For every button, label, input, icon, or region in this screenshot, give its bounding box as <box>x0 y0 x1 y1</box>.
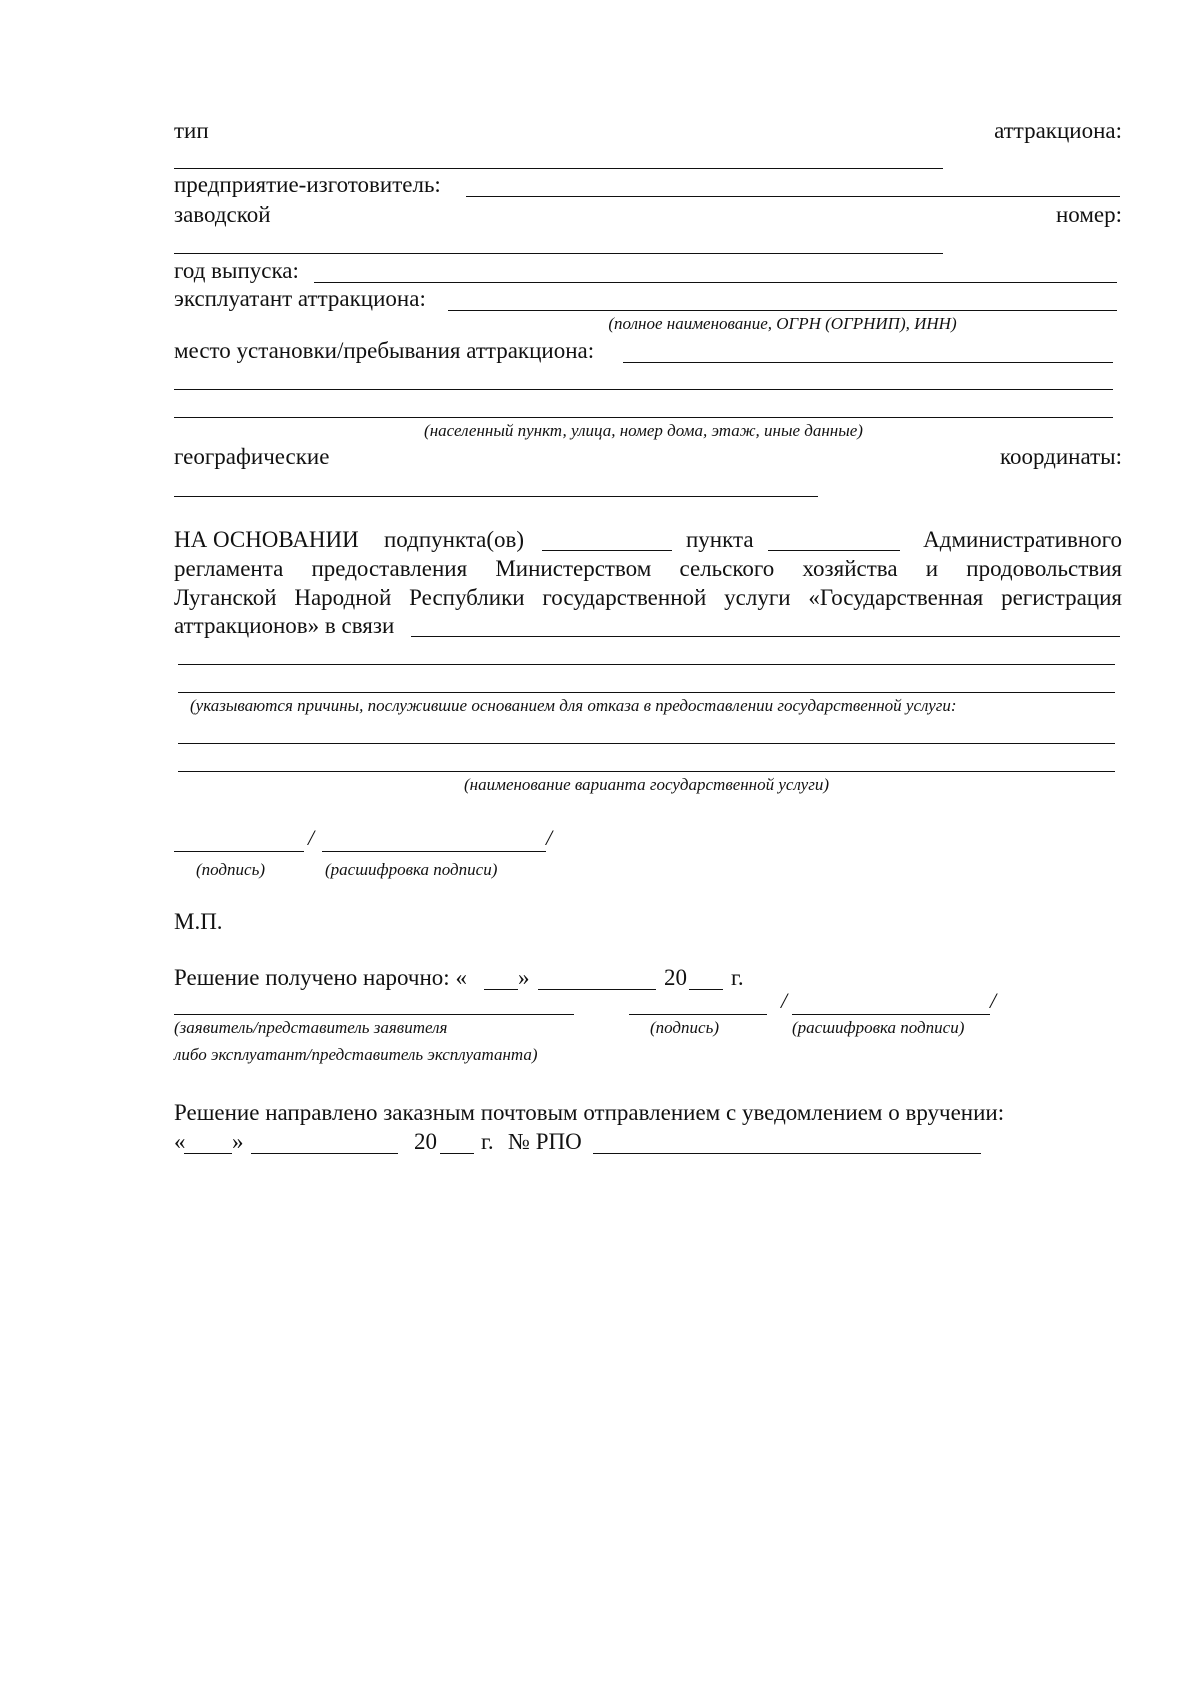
reason-input-line-4[interactable] <box>178 743 1115 744</box>
applicant-line[interactable] <box>174 1014 574 1015</box>
variant-note: (наименование варианта государственной услуги) <box>464 775 829 794</box>
applicant-decryption-line[interactable] <box>792 1014 990 1015</box>
separator-slash: / <box>781 988 788 1013</box>
location-label: место установки/пребывания аттракциона: <box>174 338 595 363</box>
basis-line-2: регламента предоставления Министерством сельского хозяйства и продовольствия <box>174 556 1122 581</box>
official-decryption-note: (расшифровка подписи) <box>325 860 498 879</box>
reason-input-line-2[interactable] <box>178 664 1115 665</box>
basis-line-4: аттракционов» в связи <box>174 613 395 638</box>
geo-input-line[interactable] <box>174 496 818 497</box>
reasons-note: (указываются причины, послужившие основанием для отказа в предоставлении государственной услуги: <box>190 696 957 715</box>
operator-input-line[interactable] <box>448 310 1117 311</box>
applicant-note-2: либо эксплуатант/представитель эксплуатанта) <box>174 1045 538 1064</box>
sent-quote-close: » <box>232 1129 244 1154</box>
location-note: (населенный пункт, улица, номер дома, этаж, иные данные) <box>424 421 863 440</box>
sent-year-line[interactable] <box>440 1153 474 1154</box>
variant-input-line[interactable] <box>178 771 1115 772</box>
basis-word-2: подпункта(ов) <box>384 527 525 552</box>
stamp-label: М.П. <box>174 909 223 934</box>
type-input-line[interactable] <box>174 168 943 169</box>
geo-label-right: координаты: <box>999 444 1122 469</box>
location-input-line-2[interactable] <box>174 389 1113 390</box>
geo-label: географические <box>174 444 330 469</box>
sent-day-line[interactable] <box>184 1153 232 1154</box>
point-input-line[interactable] <box>768 550 900 551</box>
location-input-line-3[interactable] <box>174 417 1113 418</box>
applicant-signature-note: (подпись) <box>650 1018 719 1037</box>
sent-year-suffix: г. <box>481 1129 494 1154</box>
reason-input-line-1[interactable] <box>411 636 1120 637</box>
basis-word-1: НА ОСНОВАНИИ <box>174 527 359 552</box>
received-month-line[interactable] <box>538 989 656 990</box>
operator-note: (полное наименование, ОГРН (ОГРНИП), ИНН) <box>608 314 957 333</box>
received-quote-close: » <box>518 965 530 990</box>
official-decryption-line[interactable] <box>322 851 546 852</box>
serial-label: заводской <box>174 202 271 227</box>
type-label-right: аттракциона: <box>994 118 1122 143</box>
applicant-signature-line[interactable] <box>629 1014 767 1015</box>
applicant-note-1: (заявитель/представитель заявителя <box>174 1018 448 1037</box>
sent-label: Решение направлено заказным почтовым отправлением с уведомлением о вручении: <box>174 1100 1005 1125</box>
separator-slash: / <box>308 825 315 850</box>
location-input-line-1[interactable] <box>623 362 1113 363</box>
separator-slash: / <box>546 825 553 850</box>
serial-label-right: номер: <box>1055 202 1122 227</box>
official-signature-note: (подпись) <box>196 860 265 879</box>
manufacturer-label: предприятие-изготовитель: <box>174 172 441 197</box>
rpo-input-line[interactable] <box>593 1153 981 1154</box>
year-label: год выпуска: <box>174 258 299 283</box>
sent-year-prefix: 20 <box>414 1129 437 1154</box>
reason-input-line-3[interactable] <box>178 692 1115 693</box>
official-signature-line[interactable] <box>174 851 304 852</box>
year-input-line[interactable] <box>314 282 1117 283</box>
operator-label: эксплуатант аттракциона: <box>174 286 426 311</box>
sent-quote-open: « <box>174 1129 186 1154</box>
received-label: Решение получено нарочно: « <box>174 965 467 990</box>
subpoint-input-line[interactable] <box>542 550 672 551</box>
serial-input-line[interactable] <box>174 253 943 254</box>
basis-word-3: пункта <box>686 527 754 552</box>
sent-month-line[interactable] <box>251 1153 398 1154</box>
type-label: тип <box>174 118 209 143</box>
received-year-line[interactable] <box>689 989 723 990</box>
received-year-suffix: г. <box>731 965 744 990</box>
received-year-prefix: 20 <box>664 965 687 990</box>
basis-word-4: Административного <box>923 527 1122 552</box>
received-day-line[interactable] <box>484 989 518 990</box>
basis-line-3: Луганской Народной Республики государственной услуги «Государственная регистрация <box>174 585 1122 610</box>
manufacturer-input-line[interactable] <box>466 196 1120 197</box>
applicant-decryption-note: (расшифровка подписи) <box>792 1018 965 1037</box>
separator-slash: / <box>990 988 997 1013</box>
rpo-label: № РПО <box>508 1129 582 1154</box>
